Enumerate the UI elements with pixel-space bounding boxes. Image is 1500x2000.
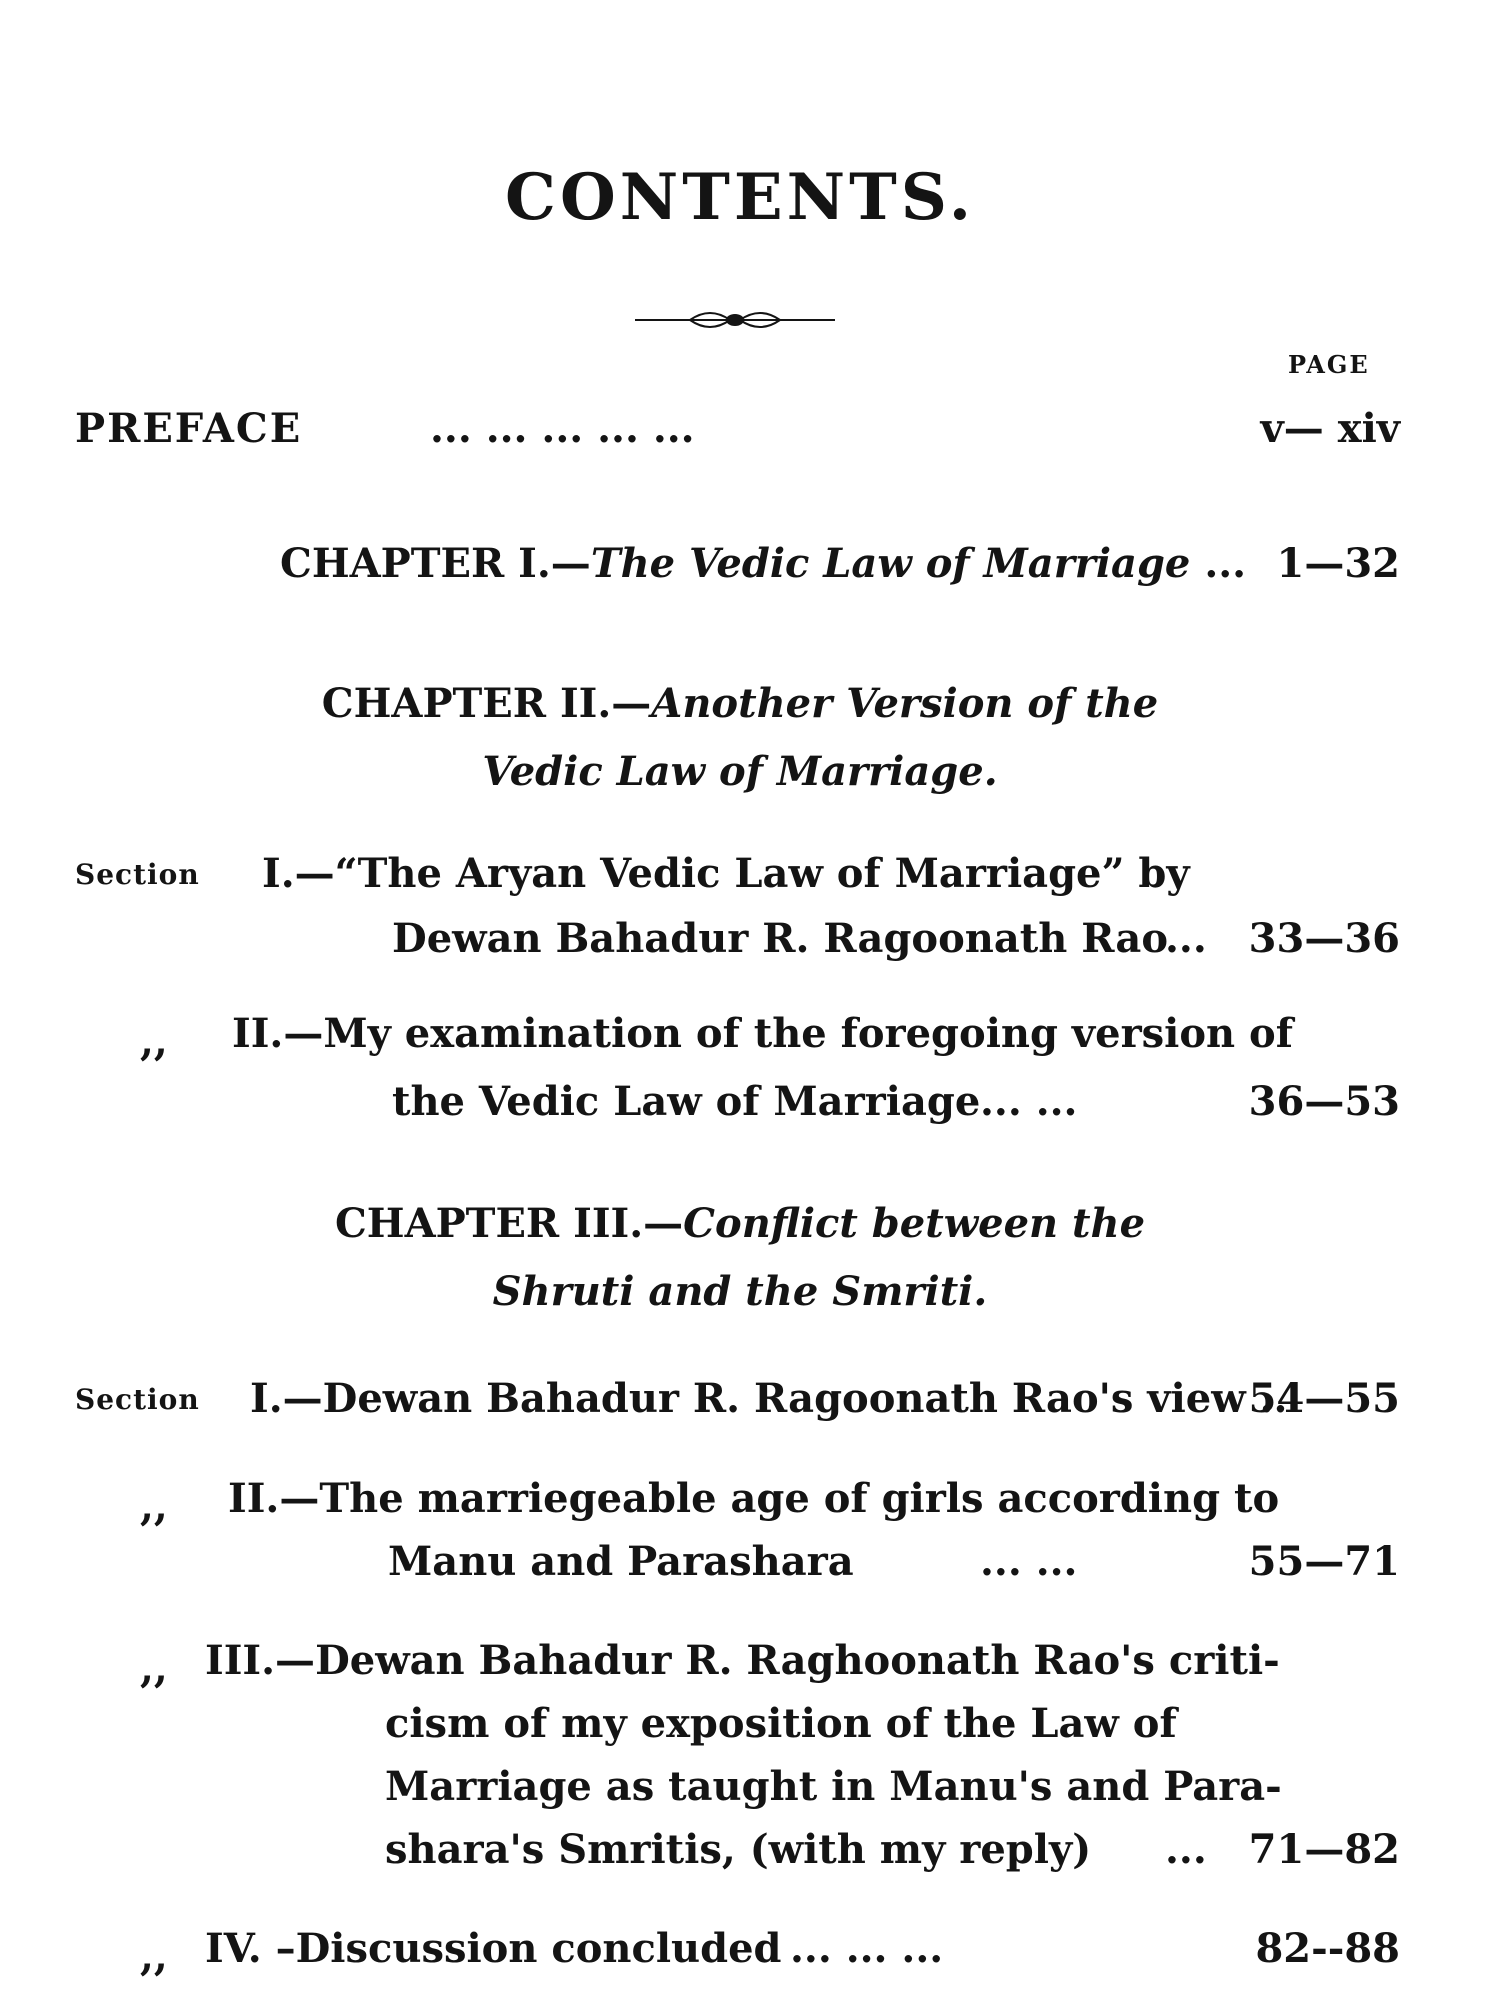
- chapter3-label: CHAPTER III.—: [334, 1200, 684, 1247]
- ch3-section3-prefix: ,,: [140, 1645, 168, 1692]
- preface-pages: v— xiv: [1260, 405, 1400, 452]
- ch2-section1-number: I.—: [262, 850, 335, 897]
- ch3-section2-prefix: ,,: [140, 1483, 168, 1530]
- ch3-section3-number: III.—: [205, 1637, 316, 1684]
- ch3-section3-line1: Dewan Bahadur R. Raghoonath Rao's criti-: [315, 1637, 1280, 1684]
- ch2-section2-line1: My examination of the foregoing version of: [323, 1010, 1293, 1057]
- chapter2-heading: [0, 680, 1480, 727]
- ch3-section3-line2: cism of my exposition of the Law of: [385, 1700, 1177, 1747]
- chapter3-heading: [0, 1200, 1480, 1247]
- ch3-section2-leaders: ... ...: [980, 1538, 1078, 1585]
- ch3-section1-prefix: Section: [75, 1383, 200, 1416]
- chapter1-label: CHAPTER I.—: [280, 540, 591, 587]
- page-column-header: PAGE: [1288, 350, 1370, 379]
- preface-label: PREFACE: [75, 405, 303, 452]
- ch3-section2-number: II.—: [228, 1475, 320, 1522]
- ch2-section1-leaders: ...: [1165, 915, 1207, 962]
- chapter1-leaders: ...: [1204, 540, 1247, 587]
- ch3-section1-line1: Dewan Bahadur R. Ragoonath Rao's view ..: [322, 1375, 1288, 1422]
- ch2-section2-line2: the Vedic Law of Marriage: [392, 1078, 981, 1125]
- ch2-section1-prefix: Section: [75, 858, 200, 891]
- ch3-section2-line2: Manu and Parashara: [388, 1538, 854, 1585]
- chapter2-title-line2: Vedic Law of Marriage.: [482, 748, 998, 795]
- ornament-divider: [635, 300, 835, 340]
- ch3-section3-pages: 71—82: [1248, 1826, 1400, 1873]
- chapter3-title-line2: Shruti and the Smriti.: [492, 1268, 988, 1315]
- ch3-section3-leaders: ...: [1165, 1826, 1207, 1873]
- chapter2-label: CHAPTER II.—: [321, 680, 652, 727]
- ch3-section1-text1: [250, 1375, 1287, 1422]
- ch3-section3-text1: [205, 1637, 1280, 1684]
- preface-leaders: ... ... ... ... ...: [430, 405, 695, 452]
- ch3-section1-pages: 54—55: [1248, 1375, 1400, 1422]
- ch2-section2-number: II.—: [232, 1010, 324, 1057]
- ch2-section1-line1: “The Aryan Vedic Law of Marriage” by: [334, 850, 1190, 897]
- ch3-section2-pages: 55—71: [1248, 1538, 1400, 1585]
- ch2-section1-line2: Dewan Bahadur R. Ragoonath Rao: [392, 915, 1169, 962]
- ch3-section3-line4: shara's Smritis, (with my reply): [385, 1826, 1092, 1873]
- ch2-section1-pages: 33—36: [1248, 915, 1400, 962]
- ch3-section3-line3: Marriage as taught in Manu's and Para-: [385, 1763, 1282, 1810]
- ch3-section2-text1: [228, 1475, 1279, 1522]
- ch3-section4-line1: Discussion concluded: [295, 1925, 782, 1972]
- ch3-section4-leaders: ... ... ...: [790, 1925, 944, 1972]
- chapter3-title-line1: Conflict between the: [683, 1200, 1146, 1247]
- ch2-section2-text1: [232, 1010, 1293, 1057]
- chapter1-pages: 1—32: [1276, 540, 1400, 587]
- ch2-section2-prefix: ,,: [140, 1018, 168, 1065]
- ch3-section4-number: IV. –: [205, 1925, 296, 1972]
- ch3-section4-text1: [205, 1925, 782, 1972]
- ch2-section1-text1: [262, 850, 1190, 897]
- chapter1-title: The Vedic Law of Marriage: [590, 540, 1191, 587]
- chapter2-title-line1: Another Version of the: [651, 680, 1159, 727]
- chapter1-heading: [280, 540, 1246, 587]
- page-title: CONTENTS.: [505, 160, 975, 235]
- ch3-section4-prefix: ,,: [140, 1933, 168, 1980]
- ch2-section2-pages: 36—53: [1248, 1078, 1400, 1125]
- ch2-section2-leaders: ... ...: [980, 1078, 1078, 1125]
- ch3-section1-number: I.—: [250, 1375, 323, 1422]
- ch3-section4-pages: 82--88: [1255, 1925, 1400, 1972]
- ch3-section2-line1: The marriegeable age of girls according to: [319, 1475, 1280, 1522]
